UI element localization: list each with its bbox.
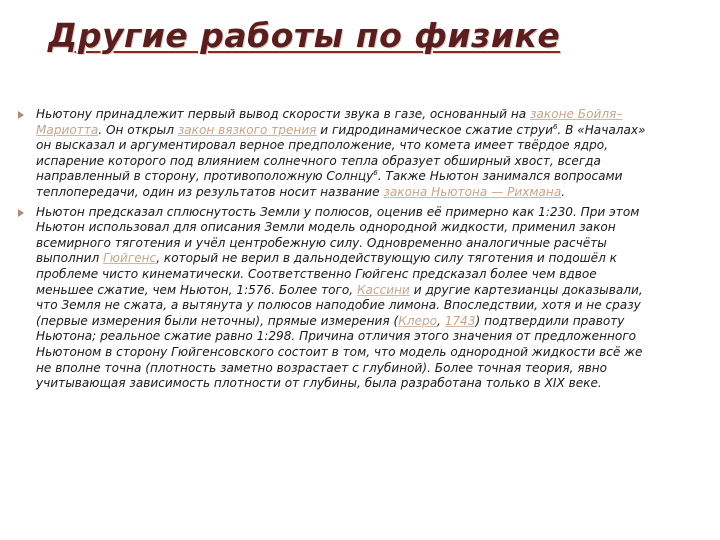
bullet-arrow-icon xyxy=(18,209,24,217)
text-run: , xyxy=(437,313,445,328)
text-run: . xyxy=(561,184,566,199)
link-huygens[interactable]: Гюйгенс xyxy=(103,251,157,266)
text-run: и гидродинамическое сжатие струи xyxy=(316,122,553,137)
link-year-1743[interactable]: 1743 xyxy=(444,313,476,328)
link-viscous-friction-law[interactable]: закон вязкого трения xyxy=(177,122,317,137)
link-clairaut[interactable]: Клеро xyxy=(398,313,438,328)
text-run: . В «Началах» он высказал и аргументировал верное предположение, что комета имеет твёрдое ядро, испарение которого под влиянием солнечного тепла образует обширный хвост, всегда направленный в сторону, противоположную Солнцу xyxy=(36,122,646,184)
link-boyle-mariotte-law[interactable]: законе Бойля–Мариотта xyxy=(36,107,623,137)
text-run: . Также Ньютон занимался вопросами теплопередачи, один из результатов носит название xyxy=(36,169,623,199)
bullet-item-2 xyxy=(14,205,656,392)
text-run: Ньютон предсказал сплюснутость Земли у полюсов, оценив её примерно как 1:230. При этом Ньютон использовал для описания Земли модель однородной жидкости, применил закон всемирного тяготения и учёл центробежную силу. Одновременно аналогичные расчёты выполнил xyxy=(36,204,640,266)
text-run: , который не верил в дальнодействующую силу тяготения и подошёл к проблеме чисто кинематически. Соответственно Гюйгенс предсказал более чем вдвое меньшее сжатие, чем Ньютон, 1:576. Более того, xyxy=(36,251,617,297)
text-run: и другие картезианцы доказывали, что Земля не сжата, а вытянута у полюсов наподобие лимона. Впоследствии, хотя и не сразу (первые измерения были неточны), прямые измерения ( xyxy=(36,282,643,328)
link-cassini[interactable]: Кассини xyxy=(356,282,410,297)
link-newton-richmann-law[interactable]: закона Ньютона — Рихмана xyxy=(383,184,562,199)
slide-body xyxy=(14,107,656,392)
text-run: . Он открыл xyxy=(98,122,178,137)
text-run: ) подтвердили правоту Ньютона; реальное сжатие равно 1:298. Причина отличия этого значения от предложенного Ньютоном в сторону Гюйгенсовского состоит в том, что модель однородной жидкости всё же не вполне точна (плотность заметно возрастает с глубиной). Более точная теория, явно учитывающая зависимость плотности от глубины, была разработана только в XIX веке. xyxy=(36,313,643,391)
text-run: Ньютону принадлежит первый вывод скорости звука в газе, основанный на xyxy=(36,107,531,121)
bullet-item-1 xyxy=(14,107,656,201)
bullet-arrow-icon xyxy=(18,111,24,119)
footnote-ref: 6 xyxy=(552,122,558,131)
footnote-ref: 6 xyxy=(373,169,378,178)
slide-title: Другие работы по физике xyxy=(48,16,561,55)
